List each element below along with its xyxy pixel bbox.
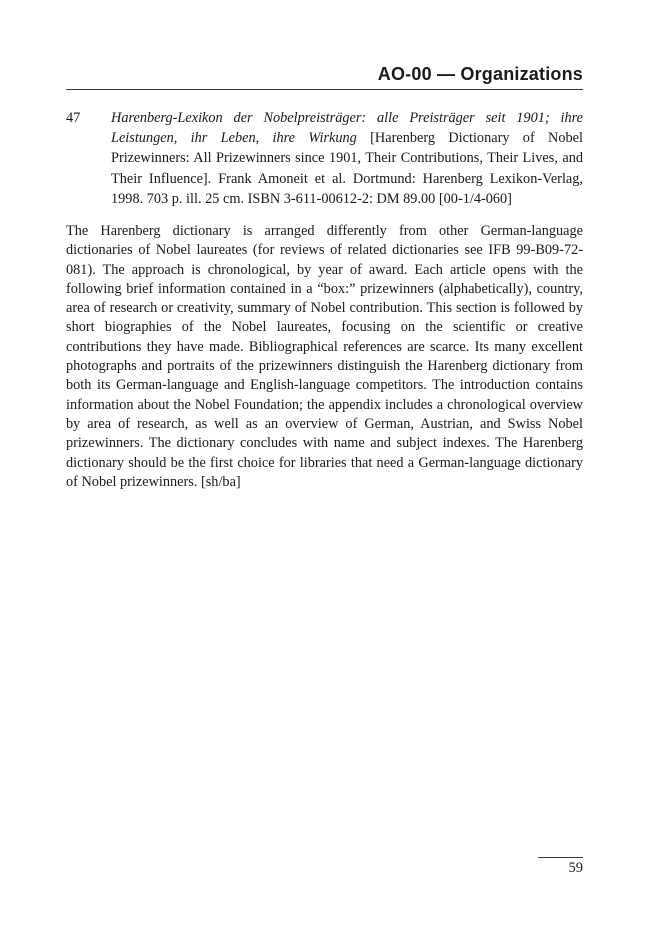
citation xyxy=(111,108,583,209)
review-paragraph: The Harenberg dictionary is arranged differently from other German-language dictionaries of Nobel laureates (for reviews of related dictionaries see IFB 99-B09-72-081). The approach is chronological, by year of award. Each article opens with the following brief information contained in a “box:” prizewinners (alphabetically), country, area of research or creativity, summary of Nobel contribution. This section is followed by short biographies of the Nobel laureates, focusing on the scientific or creative contributions they have made. Bibliographical references are scarce. Its many excellent photographs and portraits of the prizewinners distinguish the Harenberg dictionary from both its German-language and English-language competitors. The introduction contains information about the Nobel Foundation; the appendix includes a chronological overview by area of research, as well as an overview of German, Austrian, and Swiss Nobel prizewinners. The dictionary concludes with name and subject indexes. The Harenberg dictionary should be the first choice for libraries that need a German-language dictionary of Nobel prizewinners. [sh/ba] xyxy=(66,223,583,490)
entry-title-german: Harenberg-Lexikon der Nobelpreisträger: alle Preisträger seit 1901; ihre Leistungen, ihr Leben, ihre Wirkung xyxy=(111,110,583,147)
entry-publication-info: Frank Amoneit et al. Dortmund: Harenberg Lexikon-Verlag, 1998. 703 p. ill. 25 cm. ISBN 3-611-00612-2: DM 89.00 [00-1/4-060] xyxy=(111,170,583,207)
footer-rule xyxy=(538,857,583,858)
bibliographic-entry xyxy=(66,108,583,209)
section-header: AO-00 — Organizations xyxy=(66,64,583,90)
page-number: 59 xyxy=(568,860,583,876)
entry-title-translation: [Harenberg Dictionary of Nobel Prizewinners: All Prizewinners since 1901, Their Contributions, Their Lives, and Their Influence]. xyxy=(111,130,583,187)
entry-number: 47 xyxy=(66,110,81,126)
